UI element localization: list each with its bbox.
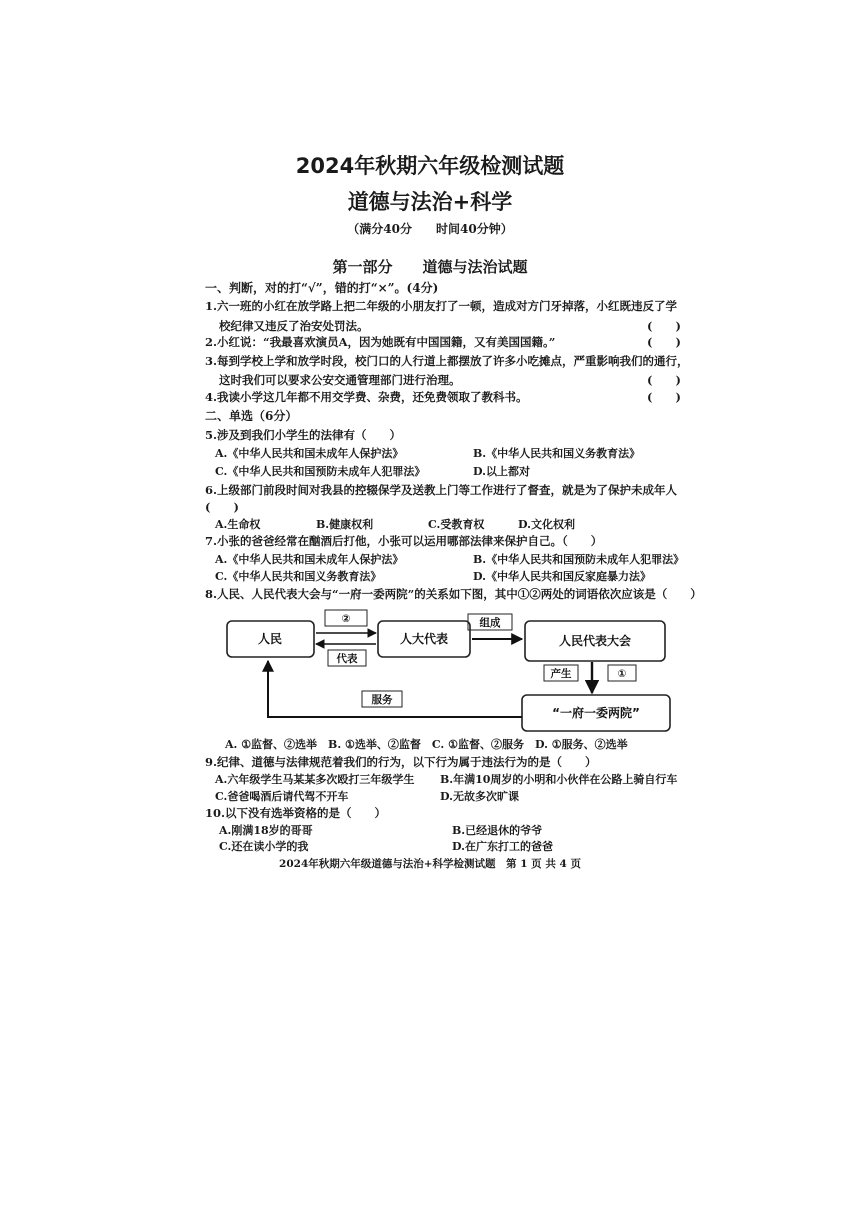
q1-answer-paren: ( ) bbox=[647, 319, 681, 333]
diagram-produce: 产生 bbox=[550, 668, 572, 680]
part-title: 第一部分 道德与法治试题 bbox=[332, 258, 528, 276]
section2-heading: 二、单选（6分） bbox=[205, 409, 298, 423]
q7-option-a: A.《中华人民共和国未成年人保护法》 bbox=[215, 553, 404, 566]
q10-option-a: A.刚满18岁的哥哥 bbox=[219, 824, 313, 837]
q3-line2: 这时我们可以要求公安交通管理部门进行治理。 bbox=[219, 373, 461, 387]
q9-stem: 9.纪律、道德与法律规范着我们的行为，以下行为属于违法行为的是（ ） bbox=[205, 755, 597, 769]
q2-answer-paren: ( ) bbox=[647, 335, 681, 349]
q7-stem: 7.小张的爸爸经常在酗酒后打他，小张可以运用哪部法律来保护自己。（ ） bbox=[205, 534, 603, 548]
diagram-deputies: 人大代表 bbox=[399, 632, 449, 646]
diagram-people: 人民 bbox=[257, 632, 283, 646]
diagram-govt: “一府一委两院” bbox=[552, 706, 640, 720]
q9-option-d: D.无故多次旷课 bbox=[440, 790, 519, 803]
q3-line1: 3.每到学校上学和放学时段，校门口的人行道上都摆放了许多小吃摊点，严重影响我们的通行， bbox=[205, 354, 689, 368]
exam-info: （满分40分 时间40分钟） bbox=[347, 222, 513, 236]
q9-option-b: B.年满10周岁的小明和小伙伴在公路上骑自行车 bbox=[440, 773, 678, 786]
q9-option-a: A.六年级学生马某某多次殴打三年级学生 bbox=[215, 773, 415, 786]
diagram-compose: 组成 bbox=[479, 617, 501, 629]
q5-option-a: A.《中华人民共和国未成年人保护法》 bbox=[215, 447, 404, 460]
diagram-congress: 人民代表大会 bbox=[558, 634, 632, 648]
q10-option-b: B.已经退休的爷爷 bbox=[452, 824, 543, 837]
page-footer: 2024年秋期六年级道德与法治+科学检测试题 第 1 页 共 4 页 bbox=[279, 858, 581, 870]
q7-option-d: D.《中华人民共和国反家庭暴力法》 bbox=[473, 570, 651, 583]
section1-heading: 一、判断，对的打“√”，错的打“×”。(4分) bbox=[205, 281, 439, 295]
diagram-represent: 代表 bbox=[336, 653, 358, 665]
q10-option-c: C.还在读小学的我 bbox=[219, 840, 309, 853]
q5-stem: 5.涉及到我们小学生的法律有（ ） bbox=[205, 428, 402, 442]
q9-option-c: C.爸爸喝酒后请代驾不开车 bbox=[215, 790, 349, 803]
q6-option-d: D.文化权利 bbox=[518, 518, 575, 531]
diagram-circle2: ② bbox=[341, 613, 351, 625]
q5-option-d: D.以上都对 bbox=[473, 465, 530, 478]
q1-line2: 校纪律又违反了治安处罚法。 bbox=[219, 319, 369, 333]
arrow-serve bbox=[268, 661, 522, 717]
q10-stem: 10.以下没有选举资格的是（ ） bbox=[205, 806, 387, 820]
q7-option-c: C.《中华人民共和国义务教育法》 bbox=[215, 570, 382, 583]
q5-option-c: C.《中华人民共和国预防未成年人犯罪法》 bbox=[215, 465, 426, 478]
q6-stem: 6.上级部门前段时间对我县的控辍保学及送教上门等工作进行了督查，就是为了保护未成年人 bbox=[205, 483, 678, 497]
q8-options: A. ①监督、②选举 B. ①选举、②监督 C. ①监督、②服务 D. ①服务、②选举 bbox=[225, 738, 628, 751]
q4-answer-paren: ( ) bbox=[647, 390, 681, 404]
q4-line1: 4.我读小学这几年都不用交学费、杂费，还免费领取了教科书。 bbox=[205, 390, 528, 404]
q10-option-d: D.在广东打工的爸爸 bbox=[452, 840, 553, 853]
q1-line1: 1.六一班的小红在放学路上把二年级的小朋友打了一顿，造成对方门牙掉落，小红既违反了学 bbox=[205, 299, 678, 313]
exam-title: 2024年秋期六年级检测试题 bbox=[295, 154, 565, 178]
q5-option-b: B.《中华人民共和国义务教育法》 bbox=[473, 447, 641, 460]
relationship-diagram bbox=[210, 605, 680, 735]
q6-option-a: A.生命权 bbox=[215, 518, 261, 531]
q3-answer-paren: ( ) bbox=[647, 373, 681, 387]
q6-stem-paren: ( ) bbox=[205, 500, 239, 514]
q8-stem: 8.人民、人民代表大会与“一府一委两院”的关系如下图，其中①②两处的词语依次应该是（ ） bbox=[205, 587, 702, 601]
diagram-serve: 服务 bbox=[371, 694, 393, 706]
q6-option-c: C.受教育权 bbox=[428, 518, 485, 531]
q7-option-b: B.《中华人民共和国预防未成年人犯罪法》 bbox=[473, 553, 685, 566]
exam-subject: 道德与法治+科学 bbox=[347, 190, 513, 214]
q6-option-b: B.健康权利 bbox=[316, 518, 374, 531]
diagram-circle1: ① bbox=[617, 668, 627, 680]
q2-line1: 2.小红说：“我最喜欢演员A，因为她既有中国国籍，又有美国国籍。” bbox=[205, 335, 556, 349]
